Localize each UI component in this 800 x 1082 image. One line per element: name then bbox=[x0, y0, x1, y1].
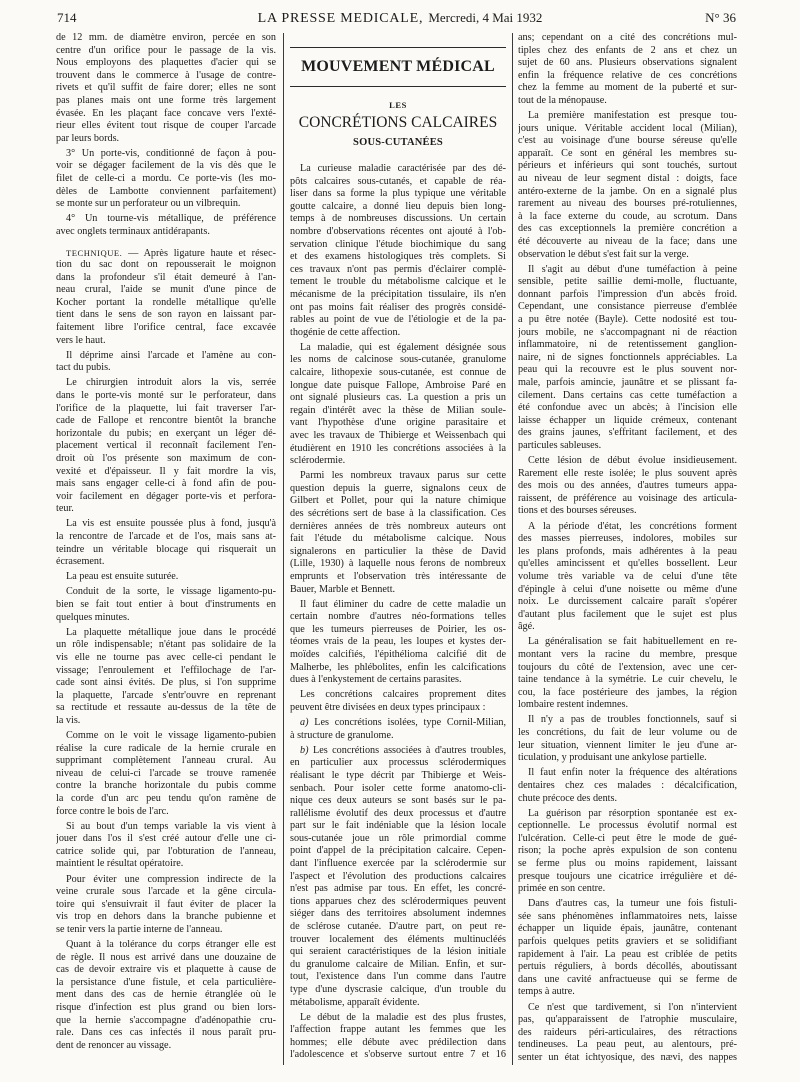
text-line: vissage; l'enroulement et l'effilochage de l'ar- bbox=[56, 664, 276, 676]
column-rule bbox=[512, 33, 513, 1065]
text-line: réalisant le type décrit par Thibierge et Weis- bbox=[290, 769, 506, 781]
run-in-heading: TECHNIQUE. bbox=[66, 247, 123, 258]
text-line: particules sableuses. bbox=[518, 440, 602, 451]
text-line: observation le début s'est fait sur la verge. bbox=[518, 248, 689, 260]
text-line: (Lille, 1930) à laquelle nous ferons de nombreux bbox=[290, 558, 506, 570]
text-line: la plaquette, l'arcade s'entr'ouvre en reprenant bbox=[56, 689, 276, 701]
text-line: tion du sac dont on repousserait le moignon bbox=[56, 259, 276, 271]
paragraph bbox=[290, 1012, 506, 1062]
paragraph bbox=[518, 636, 737, 712]
text-line: ces travaux n'ont pas permis d'éclairer complè- bbox=[290, 263, 506, 275]
text-line: vexité et d'épaisseur. Il y fait mordre la vis, bbox=[56, 465, 276, 477]
text-line: jours unique. Véritable accident local (Milian), bbox=[518, 122, 737, 134]
text-line: des mois ou des années, d'autres tumeurs appa- bbox=[518, 480, 737, 492]
text-line: neau crural, l'aide se munit d'une pince de bbox=[56, 284, 276, 296]
text-line: droit où l'os présente son maximum de con- bbox=[56, 453, 276, 464]
text-line: ment dans des cas de hernie étranglée où le bbox=[56, 989, 276, 1001]
text-line: les plans profonds, mais adhérentes à la peau bbox=[518, 545, 737, 557]
text-line: Bauer, Marble et Bennett. bbox=[290, 583, 396, 595]
text-line: dentaires chez ces malades : décalcification, bbox=[518, 779, 737, 791]
text-line: taine tendance à la symétrie. Le cuir chevelu, le bbox=[518, 674, 737, 686]
text-line: avec onglets terminaux antidérapants. bbox=[56, 225, 210, 237]
text-line: volume très variable va de celui d'une tête bbox=[518, 570, 737, 582]
text-line: parfois quelques petits graviers et se solidifiant bbox=[518, 936, 737, 948]
paragraph bbox=[56, 377, 276, 516]
text-line: évasée. En les plaçant face concave vers l'exté- bbox=[56, 107, 276, 119]
text-line: cade de Fallope et rencontre bientôt la branche bbox=[56, 415, 276, 427]
text-line: des cas exceptionnels la première concrétion a bbox=[518, 223, 737, 235]
text-line: moïdes calcifiés, l'épithélioma calcifié dit de bbox=[290, 649, 506, 661]
text-line: Malherbe, les phlébolites, enfin les calcifications bbox=[290, 661, 506, 673]
text-line: sa rectitude et ressaute au-dessus de la tête de bbox=[56, 702, 276, 714]
text-line: vis elle ne tourne pas avec celle-ci pendant le bbox=[56, 651, 276, 663]
text-line: rarement au niveau des bourses pré-rotuliennes, bbox=[518, 198, 737, 210]
text-line: l'aspect et l'évolution des productions calcaires bbox=[290, 870, 506, 882]
text-line: échapper un liquide épais, jaunâtre, contenant bbox=[518, 923, 737, 935]
text-line: Cette lésion de début évolue insidieusement. bbox=[528, 455, 737, 467]
text-line: presque toujours une cicatrice irrégulière et dé- bbox=[518, 870, 737, 882]
text-line: horizontale du pubis; en exerçant un léger dé- bbox=[56, 427, 276, 439]
paragraph bbox=[518, 898, 737, 999]
page-number: 714 bbox=[57, 10, 77, 25]
text-line: de règle. Il nous est arrivé dans une douzaine de bbox=[56, 951, 276, 963]
text-line: certain nombre d'autres néo-formations telles bbox=[290, 611, 506, 623]
text-line: cas de devoir extraire vis et plaquette à cause de bbox=[56, 964, 276, 976]
text-line: montant vers la racine du membre, presque bbox=[518, 649, 737, 660]
text-line: primée en son centre. bbox=[518, 883, 606, 895]
text-line: thogénie de cette affection. bbox=[290, 326, 401, 338]
text-line: 4° Un tourne-vis métallique, de préférence bbox=[66, 213, 276, 225]
text-line: et des examens histologiques très complets. Si bbox=[290, 251, 506, 263]
text-line: dans le porte-vis monté sur le perforateur, dans bbox=[56, 390, 276, 402]
article-kicker: LES bbox=[389, 100, 407, 110]
text-line: des raideurs péri-articulaires, des rétractions bbox=[518, 1026, 737, 1038]
paragraph bbox=[290, 717, 506, 742]
paragraph bbox=[56, 571, 276, 584]
paragraph bbox=[518, 714, 737, 764]
text-line: La première manifestation est presque tou- bbox=[528, 110, 737, 122]
text-line: antéro-externe de la jambe. On en a signalé plus bbox=[518, 185, 737, 197]
running-header bbox=[200, 9, 600, 27]
text-line: senbach. Pour isoler cette forme anatomo-cli- bbox=[290, 782, 506, 794]
text-line: question depuis la guerre, signalons ceux de bbox=[290, 482, 506, 494]
text-line: emprunts et l'observation très intéressante de bbox=[290, 571, 506, 582]
text-line: Cependant, une consistance pierreuse d'emblée bbox=[518, 301, 737, 313]
paragraph bbox=[518, 264, 737, 453]
text-line: téomes vrais de la peau, les loupes et kystes der- bbox=[290, 636, 506, 648]
run-in-heading: b) bbox=[300, 744, 309, 756]
paragraph bbox=[56, 213, 276, 238]
text-line: chez la femme au moment de la puberté et sur- bbox=[518, 82, 737, 94]
text-line: goutte calcaire, a donné lieu depuis bien long- bbox=[290, 200, 506, 212]
text-line: pas planes mais ont une forme très largement bbox=[56, 94, 276, 106]
text-line: Pour éviter une compression indirecte de la bbox=[66, 873, 276, 885]
text-line: temps à autre. bbox=[518, 986, 575, 998]
text-line: temps à de nombreuses discussions. Un certain bbox=[290, 213, 506, 225]
text-line: l'ulcération. Celle-ci peut être le mode de gué- bbox=[518, 832, 737, 844]
text-line: ont signalé plusieurs cas. La question a pris un bbox=[290, 392, 506, 404]
paragraph bbox=[56, 247, 276, 348]
text-line: la rencontre de l'arcade et de l'os, mais sans at- bbox=[56, 531, 276, 543]
text-line: vers le haut. bbox=[56, 334, 106, 346]
text-line: hommes; elle débute avec prédilection dans bbox=[290, 1036, 506, 1048]
text-line: cilement. Dans certains cas cette tuméfaction a bbox=[518, 389, 737, 401]
text-line: âgé. bbox=[518, 621, 535, 633]
line-text: Les concrétions isolées, type Cornil-Milian, bbox=[314, 717, 506, 729]
text-line: tement le trouble du métabolisme calcique et le bbox=[290, 276, 506, 288]
text-line: Comme on le voit le vissage ligamento-pubien bbox=[66, 729, 276, 741]
paragraph bbox=[290, 470, 506, 596]
paragraph bbox=[518, 1002, 737, 1065]
text-line: La peau est ensuite suturée. bbox=[66, 571, 179, 583]
paragraph bbox=[290, 342, 506, 468]
text-line: les concrétions, du fait de leur volume ou de bbox=[518, 727, 737, 739]
text-line: force contre le bois de l'arc. bbox=[56, 805, 169, 817]
text-line: voir se dégager facilement de la vis dès que le bbox=[56, 160, 276, 172]
text-line: dant l'influence exercée par la sclérodermie sur bbox=[290, 858, 506, 870]
text-line: jours mobile, ne s'accompagnant ni de réaction bbox=[518, 326, 737, 338]
text-line: été découverte au niveau de la face; dans une bbox=[518, 236, 737, 247]
text-line: fait l'étude du métabolisme calcique. Nous bbox=[290, 533, 506, 545]
paragraph bbox=[56, 730, 276, 818]
paragraph bbox=[56, 586, 276, 624]
text-line: a pu être notée (Bayle). Cette nodosité est tou- bbox=[518, 314, 737, 326]
text-line bbox=[290, 717, 506, 730]
text-line: dans la profondeur s'il était demeuré à l'an- bbox=[56, 271, 276, 283]
issue-number: N° 36 bbox=[705, 10, 736, 25]
text-line: Kocher portant la rondelle métallique qu'elle bbox=[56, 296, 276, 308]
paragraph bbox=[56, 148, 276, 211]
text-line: centre d'un orifice pour le passage de la vis. bbox=[56, 44, 276, 56]
text-line: se ferme plus ou moins rapidement, laissant bbox=[518, 858, 737, 869]
text-line: niveau de celui-ci l'arcade se trouve ramenée bbox=[56, 767, 276, 779]
text-line: type d'une dyscrasie calcique, d'un trouble du bbox=[290, 984, 506, 995]
text-line: périeurs et inférieurs qui sont touchés, surtout bbox=[518, 160, 737, 172]
text-line: Nous employons des plaquettes d'acier qui se bbox=[56, 57, 276, 69]
text-line: que la hernie s'accompagne d'adénopathie cru- bbox=[56, 1014, 276, 1026]
text-line: rale. Dans ces cas infectés il nous paraît pru- bbox=[56, 1027, 276, 1039]
text-line: c'est au voisinage d'une bourse séreuse qu'elle bbox=[518, 135, 737, 147]
text-line: réalise la cure radicale de la hernie crurale en bbox=[56, 742, 276, 754]
text-line: La guérison par résorption spontanée est ex- bbox=[528, 807, 737, 819]
text-line: quelques minutes. bbox=[56, 611, 130, 623]
text-line: en particulier aux processus sclérodermiques bbox=[290, 757, 506, 769]
text-line: cou, la face postérieure des jambes, la région bbox=[518, 686, 737, 698]
text-line: 3° Un porte-vis, conditionné de façon à pou- bbox=[66, 147, 276, 159]
text-line: Il déprime ainsi l'arcade et l'amène au con- bbox=[66, 349, 276, 361]
text-line: Dans d'autres cas, la tumeur une fois fistuli- bbox=[528, 898, 737, 910]
text-line: Il faut enfin noter la fréquence des altérations bbox=[528, 767, 737, 779]
text-line: La plaquette métallique joue dans le procédé bbox=[66, 626, 276, 638]
paragraph bbox=[290, 745, 506, 1009]
text-line: tient dans le sens de son rayon en laissant par- bbox=[56, 309, 276, 321]
text-line: ticulation, y produisant une ankylose partielle. bbox=[518, 752, 707, 764]
text-line: n'est pas admise par tous. En effet, les concré- bbox=[290, 883, 506, 895]
paragraph bbox=[518, 521, 737, 634]
text-line: avec les travaux de Thibierge et Weissenbach qui bbox=[290, 429, 506, 441]
text-line: inflammatoire, ni de retentissement ganglion- bbox=[518, 339, 737, 351]
text-line: Gilbert et Pollet, pour qui la nature chimique bbox=[290, 495, 506, 507]
line-text: — Après ligature haute et résec- bbox=[128, 247, 276, 259]
text-line: peuvent être divisées en deux types principaux : bbox=[290, 701, 486, 713]
text-line: signalerons en particulier la thèse de David bbox=[290, 545, 506, 557]
text-line: été confondue avec un abcès; à l'incision elle bbox=[518, 402, 737, 414]
text-line: laisse échapper un liquide crémeux, contenant bbox=[518, 414, 737, 426]
text-line: Quant à la tolérance du corps étranger elle est bbox=[66, 938, 276, 950]
text-line: des grains jaunes, s'effritant facilement, et des bbox=[518, 427, 737, 439]
text-line: calcaire, lithopexie sous-cutanée, est connue de bbox=[290, 367, 506, 378]
text-line: l'orifice de la plaquette, lui fait traverser l'ar- bbox=[56, 402, 276, 414]
paragraph bbox=[56, 939, 276, 1052]
text-line: trouvent dans le commerce à l'usage de contre- bbox=[56, 69, 276, 81]
text-line: senter un état ichtyosique, des nævi, des nappes bbox=[518, 1051, 737, 1063]
text-line: A la période d'état, les concrétions forment bbox=[528, 520, 737, 532]
text-line: tendineuses. La peau peut, au alentours, pré- bbox=[518, 1039, 737, 1051]
text-line: regain d'intérêt avec la thèse de Milian soule- bbox=[290, 404, 506, 416]
paragraph bbox=[518, 455, 737, 518]
text-line: pertuis réguliers, à bords décollés, aboutissant bbox=[518, 961, 737, 973]
text-line: mais sans engager celle-ci à fond afin de pou- bbox=[56, 478, 276, 490]
text-line: étudièrent en 1910 les concrétions associées à la bbox=[290, 442, 506, 454]
text-line: l'adolescence et s'observe surtout entre 7 et 16 bbox=[290, 1049, 506, 1061]
text-line: Il n'y a pas de troubles fonctionnels, sauf si bbox=[528, 714, 737, 726]
text-line: par leurs bords. bbox=[56, 132, 120, 144]
text-line: contre la branche horizontale du pubis comme bbox=[56, 780, 276, 792]
text-line: à la face externe du coude, au scrotum. Dans bbox=[518, 210, 737, 222]
text-line: dans une cavité anfractueuse qui se ferme de bbox=[518, 973, 737, 985]
text-line: point d'appel de la précipitation calcaire. Cepen- bbox=[290, 845, 506, 857]
text-line: Conduit de la sorte, le vissage ligamento-pu- bbox=[66, 586, 276, 598]
text-line: lombaire restent indemnes. bbox=[518, 699, 629, 711]
text-line: rables au point de vue de l'étiologie et de la pa- bbox=[290, 314, 506, 326]
text-line: apparaît. Ce sont en général les membres su- bbox=[518, 147, 737, 159]
text-line: la vis. bbox=[56, 714, 81, 726]
text-line: de sclérose cutanée. D'autre part, on peut re- bbox=[290, 921, 506, 933]
text-line: cade sont ainsi évités. De plus, si l'on supprime bbox=[56, 677, 276, 689]
text-line: écrasement. bbox=[56, 556, 105, 568]
paragraph bbox=[56, 32, 276, 145]
text-line: pas, qu'apparaissent de l'atrophie musculaire, bbox=[518, 1014, 737, 1026]
text-line: Si au bout d'un temps variable la vis vient à bbox=[66, 820, 276, 832]
text-line: qui seraient caractéristiques de la lésion initiale bbox=[290, 946, 506, 958]
text-line: veine crurale sous l'arcade et la gêne circula- bbox=[56, 886, 276, 898]
text-line: dernières années de très nombreux auteurs ont bbox=[290, 520, 506, 532]
column-middle bbox=[290, 163, 506, 1065]
text-line: rallélisme évolutif des deux processus et d'autre bbox=[290, 807, 506, 819]
text-line: bien se fait tout entier à bout d'instruments en bbox=[56, 599, 276, 611]
text-line: maintient le résultat opératoire. bbox=[56, 858, 184, 870]
text-line: nombre d'observations récentes ont ajouté à l'ob- bbox=[290, 225, 506, 237]
run-in-heading: a) bbox=[300, 717, 309, 729]
text-line: d'autant plus facilement que le sujet est plus bbox=[518, 608, 737, 620]
text-line: Le chirurgien introduit alors la vis, serrée bbox=[66, 377, 276, 389]
text-line: à structure de granulome. bbox=[290, 729, 394, 741]
text-line: La vis est ensuite poussée plus à fond, jusqu'à bbox=[66, 518, 276, 530]
section-heading: MOUVEMENT MÉDICAL bbox=[290, 47, 506, 87]
paragraph bbox=[290, 689, 506, 714]
text-line: se tenir vers la partie interne de l'anneau. bbox=[56, 923, 223, 935]
text-line: les noms de calcinose sous-cutanée, granulome bbox=[290, 354, 506, 366]
article-title: CONCRÉTIONS CALCAIRES bbox=[298, 114, 498, 131]
text-line: siéger dans des territoires absolument indemnes bbox=[290, 908, 506, 920]
text-line: liser dans sa forme la plus typique une véritable bbox=[290, 188, 506, 200]
text-line: tiples chez des enfants de 2 ans et chez un bbox=[518, 44, 737, 56]
text-line bbox=[290, 745, 506, 758]
text-line: rivets et qu'il suffit de faire dorer; elles ne sont bbox=[56, 82, 276, 94]
text-line: male, parfois amincie, jaunâtre et se plissant fa- bbox=[518, 377, 737, 389]
paragraph bbox=[56, 821, 276, 871]
text-line: ceptionnelle. Le processus évolutif normal est bbox=[518, 820, 737, 832]
text-line: peau qui la recouvre est le plus souvent nor- bbox=[518, 364, 737, 376]
text-line: ont pas moins fait réaliser des progrès considé- bbox=[290, 301, 506, 313]
text-line: La maladie, qui est également désignée sous bbox=[300, 341, 506, 353]
text-line: voir facilement en dégager porte-vis et perfora- bbox=[56, 490, 276, 502]
text-line: longue date puisque Fallope, Ambroise Paré en bbox=[290, 379, 506, 391]
text-line: risque d'infection est plus grand ou bien lors- bbox=[56, 1001, 276, 1013]
text-line: La généralisation se fait habituellement en re- bbox=[528, 636, 737, 648]
text-line: teur. bbox=[56, 503, 74, 515]
text-line: au niveau de leur segment distal : doigts, face bbox=[518, 173, 737, 185]
journal-title: LA PRESSE MEDICALE, bbox=[257, 11, 424, 26]
text-line: Il faut éliminer du cadre de cette maladie un bbox=[300, 598, 506, 610]
text-line: toujours du côté de l'extension, avec une cer- bbox=[518, 661, 737, 673]
paragraph bbox=[518, 767, 737, 805]
text-line: tact du pubis. bbox=[56, 362, 111, 374]
paragraph bbox=[56, 627, 276, 728]
text-line: faitement libre l'orifice central, face excavée bbox=[56, 322, 276, 334]
text-line: sous-cutanée joue un rôle primordial comme bbox=[290, 832, 506, 844]
text-line: de 12 mm. de diamètre environ, percée en son bbox=[56, 32, 276, 43]
text-line: raissent, de préférence au voisinage des articula- bbox=[518, 492, 737, 504]
text-line: Parmi les nombreux travaux parus sur cette bbox=[300, 470, 506, 482]
text-line: Rarement elle reste isolée; le plus souvent après bbox=[518, 467, 737, 479]
text-line: naire, ni de signes fonctionnels appréciables. La bbox=[518, 351, 737, 363]
text-line: catrice solide qui, par l'obturation de l'anneau, bbox=[56, 845, 276, 857]
text-line: qu'elles amincissent et qu'elles bossellent. Leur bbox=[518, 558, 737, 570]
text-line: vant l'hypothèse d'une origine parasitaire et bbox=[290, 417, 506, 429]
text-line: supprimant complètement l'anneau crural. Au bbox=[56, 755, 276, 767]
text-line: des sécrétions sert de base à la classification. Ces bbox=[290, 508, 506, 520]
paragraph bbox=[518, 32, 737, 108]
text-line: trouver localement des éléments multinucléés bbox=[290, 933, 506, 945]
column-right bbox=[518, 32, 737, 1067]
text-line: que les tumeurs pierreuses de Poirier, les os- bbox=[290, 623, 506, 635]
text-line: donnant parfois l'impression d'un abcès froid. bbox=[518, 288, 737, 300]
text-line: du granulome calcaire de Milian. Enfin, et sur- bbox=[290, 958, 506, 970]
text-line: La curieuse maladie caractérisée par des dé- bbox=[300, 163, 506, 174]
text-line: dues à l'enkystement de certains parasites. bbox=[290, 674, 462, 686]
text-line: tout de la ménopause. bbox=[518, 94, 607, 106]
paragraph bbox=[518, 808, 737, 896]
text-line: Ce n'est que tardivement, si l'on n'intervient bbox=[528, 1001, 737, 1013]
text-line: teindre un véritable blocage qui risquerait un bbox=[56, 543, 276, 555]
text-line: filet de celle-ci a mordu. Ce porte-vis (les mo- bbox=[56, 173, 276, 185]
paragraph bbox=[56, 874, 276, 937]
text-line: nique ces deux auteurs se sont basés sur le pa- bbox=[290, 795, 506, 807]
paragraph bbox=[290, 163, 506, 339]
line-text: Les concrétions associées à d'autres troubles, bbox=[312, 744, 506, 756]
issue-date: Mercredi, 4 Mai 1932 bbox=[428, 10, 543, 25]
text-line: enfin la fréquence relative de ces concrétions bbox=[518, 69, 737, 81]
column-left bbox=[56, 32, 276, 1055]
text-line: rieur elles évitent tout risque de couper l'arcade bbox=[56, 120, 276, 132]
text-line: Le début de la maladie est des plus frustes, bbox=[300, 1011, 506, 1023]
paragraph bbox=[56, 350, 276, 375]
text-line: mécanisme de la précipitation tissulaire, ils n'en bbox=[290, 288, 506, 300]
text-line: l'affection frappe autant les femmes que les bbox=[290, 1024, 506, 1036]
column-rule bbox=[283, 33, 284, 1065]
text-line: sensible, petite saillie demi-molle, fluctuante, bbox=[518, 276, 737, 288]
text-line: vis trop en dehors dans la branche pubienne et bbox=[56, 911, 276, 923]
text-line: d'épingle à celui d'une noisette ou même d'une bbox=[518, 583, 737, 595]
text-line: pôts calcaires sous-cutanés, et capable de réa- bbox=[290, 175, 506, 187]
text-line: la corde d'un arc peu tendu qu'on ramène de bbox=[56, 792, 276, 804]
text-line: leur situation, viennent limiter le jeu d'une ar- bbox=[518, 739, 737, 751]
text-line: sclérodermie. bbox=[290, 455, 346, 467]
text-line: placement vertical il reconnaît facilement l'en- bbox=[56, 440, 276, 452]
text-line: un rôle indispensable; n'étant pas solidaire de la bbox=[56, 639, 276, 651]
text-line: des masses pierreuses, indolores, mobiles sur bbox=[518, 533, 737, 545]
text-line: rapidement à l'air. La peau est criblée de petits bbox=[518, 948, 737, 960]
paragraph bbox=[56, 518, 276, 568]
text-line: Il s'agit au début d'une tuméfaction à peine bbox=[528, 263, 737, 275]
text-line: jouer dans l'os il s'est créé autour d'elle une ci- bbox=[56, 833, 276, 845]
text-line: servation clinique l'étude biochimique du sang bbox=[290, 238, 506, 250]
text-line: tions apparues chez des sclérodermiques peuvent bbox=[290, 895, 506, 907]
text-line: la persistance d'une fistule, et cela particulière- bbox=[56, 976, 276, 988]
paragraph bbox=[518, 110, 737, 261]
text-line: dent de renoncer au vissage. bbox=[56, 1039, 172, 1051]
text-line bbox=[56, 247, 276, 260]
text-line: sujet de 60 ans. Plusieurs observations signalent bbox=[518, 57, 737, 69]
text-line: part sur le fait indéniable que la lésion locale bbox=[290, 820, 506, 832]
text-line: toire qui s'ensuivrait il faut éviter de placer la bbox=[56, 898, 276, 910]
text-line: ans; cependant on a cité des concrétions mul- bbox=[518, 32, 737, 43]
text-line: tout, l'existence dans l'un comme dans l'autre bbox=[290, 971, 506, 983]
text-line: tions et des bourses séreuses. bbox=[518, 505, 637, 517]
article-subtitle: SOUS-CUTANÉES bbox=[353, 137, 443, 148]
text-line: métabolisme, apparaît évidente. bbox=[290, 996, 420, 1008]
text-line: chute précoce des dents. bbox=[518, 792, 617, 804]
text-line: sée sans phénomènes inflammatoires nets, laisse bbox=[518, 910, 737, 922]
text-line: se monte sur un perforateur ou un vilbrequin. bbox=[56, 198, 241, 210]
text-line: noix. Le durcissement calcaire paraît s'opérer bbox=[518, 596, 737, 608]
text-line: Les concrétions calcaires proprement dites bbox=[300, 689, 506, 701]
text-line: dèles de Lambotte conviennent parfaitement) bbox=[56, 185, 276, 197]
paragraph bbox=[290, 599, 506, 687]
text-line: rison; la poche après expulsion de son contenu bbox=[518, 845, 737, 857]
